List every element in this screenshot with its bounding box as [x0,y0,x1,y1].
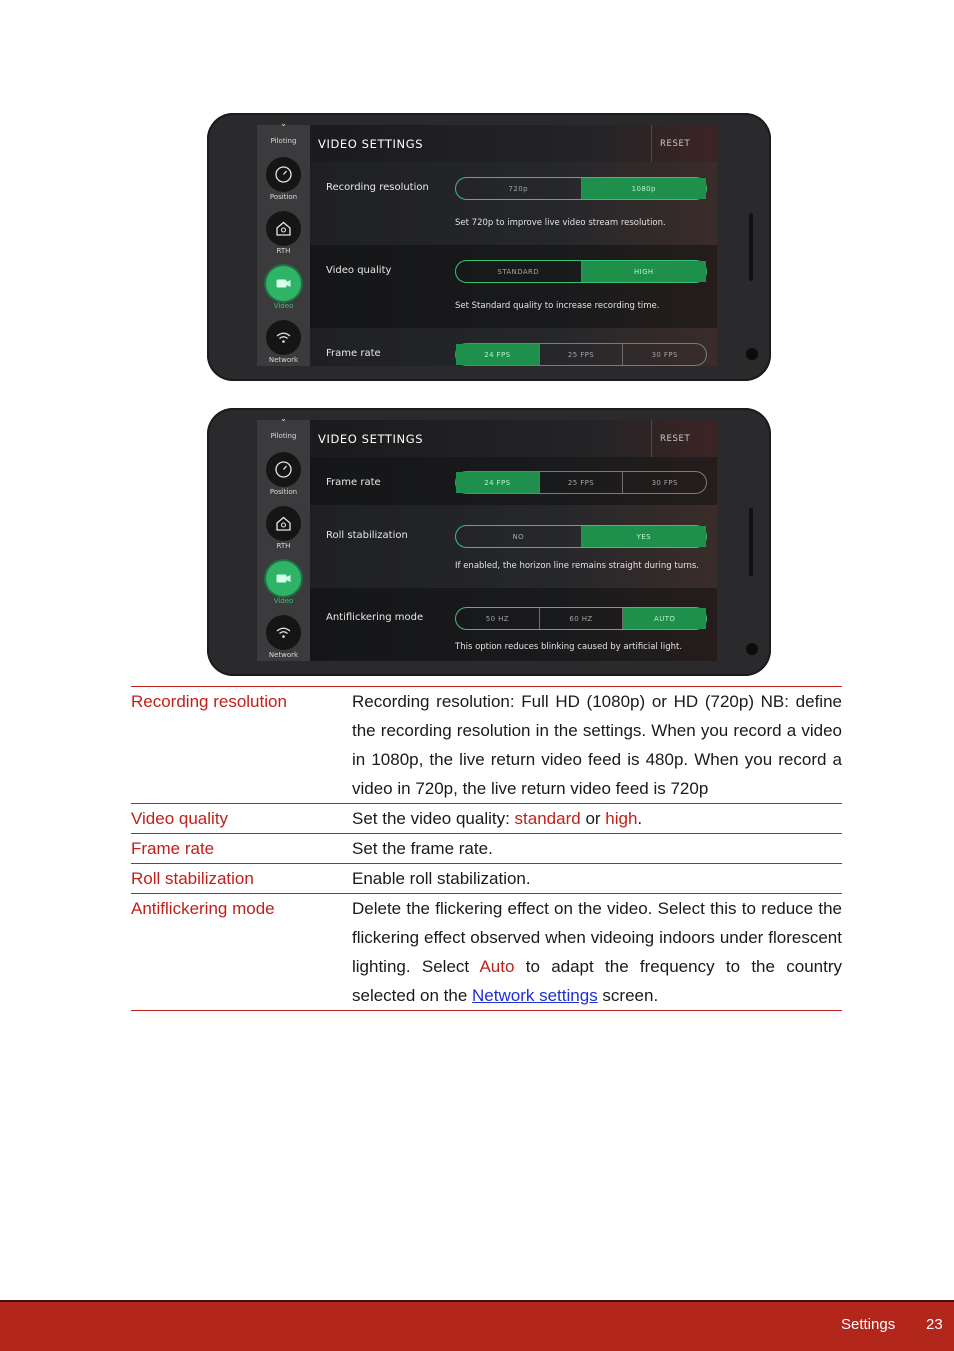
term-antiflickering-mode: Antiflickering mode [131,899,275,918]
setting-hint: Set 720p to improve live video stream resolution. [455,218,666,228]
definition-text [352,894,842,1010]
table-row [131,803,842,833]
video-quality-selector[interactable] [455,260,707,283]
settings-header [310,420,717,457]
gauge-icon [266,452,301,487]
setting-label: Frame rate [326,477,381,488]
sidebar-item-position[interactable] [257,452,310,496]
chevron-down-icon[interactable]: ⌄ [279,414,288,424]
table-row [131,833,842,863]
sidebar-item-label: Piloting [270,137,297,145]
setting-label: Antiflickering mode [326,612,424,623]
phone-speaker [749,213,753,281]
phone-speaker [749,508,753,576]
settings-definition-table [131,686,842,1011]
definition-segment: to adapt the frequency to the country selected on the [352,957,842,1005]
setting-hint: If enabled, the horizon line remains straight during turns. [455,561,699,571]
home-icon [266,211,301,246]
video-camera-icon [266,266,301,301]
settings-panel [310,420,717,661]
video-camera-icon [266,561,301,596]
sidebar-item-label: Video [273,302,294,310]
highlight-high: high [605,809,638,828]
option-25fps[interactable]: 25 FPS [540,472,624,493]
setting-row-antiflickering [310,588,717,661]
video-settings-screen-2 [257,414,717,661]
sidebar-item-label: RTH [276,247,291,255]
header-divider [651,420,652,457]
chevron-down-icon[interactable]: ⌄ [279,119,288,129]
sidebar [257,119,310,366]
option-30fps[interactable]: 30 FPS [651,350,678,359]
option-yes[interactable]: YES [582,526,707,547]
header-divider [651,125,652,162]
definition-segment: Delete the flickering effect on the video. Select this to reduce the flickering effect observed when videoing indoors under florescent lighting. Select [352,899,842,976]
option-24fps[interactable]: 24 FPS [456,472,540,493]
page-title: VIDEO SETTINGS [318,137,424,151]
table-row [131,687,842,803]
sidebar-item-video[interactable] [257,266,310,310]
sidebar-item-rth[interactable] [257,506,310,550]
phone-mockup-2 [207,408,771,676]
settings-panel [310,125,717,366]
sidebar-item-label: Piloting [270,432,297,440]
sidebar [257,414,310,661]
definition-segment: Set the video quality: [352,809,515,828]
option-720p[interactable]: 720p [456,178,582,199]
sidebar-item-label: Position [269,488,298,496]
setting-row-frame-rate [310,328,717,366]
definition-segment: screen. [597,986,659,1005]
sidebar-item-label: Position [269,193,298,201]
page-title: VIDEO SETTINGS [318,432,424,446]
sidebar-item-network[interactable] [257,615,310,659]
option-50hz[interactable]: 50 HZ [456,608,540,629]
wifi-icon [266,320,301,355]
sidebar-item-label: Video [273,597,294,605]
definition-segment: or [580,809,606,828]
sidebar-item-label: Network [268,651,299,659]
option-auto[interactable]: AUTO [623,608,706,629]
sidebar-item-network[interactable] [257,320,310,364]
frame-rate-selector[interactable] [455,343,707,366]
reset-button[interactable]: RESET [660,139,691,149]
option-30fps[interactable]: 30 FPS [651,478,678,487]
sidebar-item-label: Network [268,356,299,364]
setting-row-frame-rate [310,457,717,505]
page-number: 23 [926,1316,943,1333]
settings-header [310,125,717,162]
network-settings-link[interactable]: Network settings [472,986,598,1005]
video-settings-screen-1 [257,119,717,366]
definition-text: Enable roll stabilization. [352,869,531,888]
wifi-icon [266,615,301,650]
option-24fps[interactable]: 24 FPS [456,344,540,365]
setting-hint: Set Standard quality to increase recording time. [455,301,660,311]
term-roll-stabilization: Roll stabilization [131,869,254,888]
sidebar-item-position[interactable] [257,157,310,201]
definition-segment: . [637,809,643,828]
option-standard[interactable]: STANDARD [456,261,582,282]
highlight-auto: Auto [479,957,515,976]
phone-mockup-1 [207,113,771,381]
roll-stabilization-selector[interactable] [455,525,707,548]
setting-row-recording-resolution [310,162,717,245]
definition-text: Set the frame rate. [352,839,493,858]
home-icon [266,506,301,541]
term-frame-rate: Frame rate [131,839,215,858]
option-no[interactable]: NO [456,526,582,547]
highlight-standard: standard [514,809,581,828]
sidebar-item-piloting[interactable] [257,432,310,440]
definition-text [352,804,842,833]
frame-rate-selector[interactable] [455,471,707,494]
term-recording-resolution: Recording resolution [131,692,287,711]
phone-camera [746,348,758,360]
term-video-quality: Video quality [131,809,229,828]
option-1080p[interactable]: 1080p [582,178,707,199]
option-high[interactable]: HIGH [582,261,707,282]
definition-text: Recording resolution: Full HD (1080p) or HD (720p) NB: define the recording resolution in the settings. When you record a video in 1080p, the live return video feed is 480p. When you record a video in 720p, the live return video feed is 720p [352,692,842,798]
resolution-selector[interactable] [455,177,707,200]
setting-hint: This option reduces blinking caused by artificial light. [455,642,683,652]
antiflickering-selector[interactable] [455,607,707,630]
page-footer [0,1300,954,1351]
setting-label: Recording resolution [326,182,429,193]
sidebar-item-rth[interactable] [257,211,310,255]
setting-row-video-quality [310,245,717,328]
setting-label: Frame rate [326,348,381,359]
reset-button[interactable]: RESET [660,434,691,444]
sidebar-item-label: RTH [276,542,291,550]
setting-row-roll-stabilization [310,505,717,588]
option-60hz[interactable]: 60 HZ [540,608,624,629]
table-row [131,863,842,893]
table-row [131,893,842,1010]
setting-label: Roll stabilization [326,530,408,541]
gauge-icon [266,157,301,192]
option-25fps[interactable]: 25 FPS [540,344,624,365]
setting-label: Video quality [326,265,392,276]
sidebar-item-piloting[interactable] [257,137,310,145]
footer-section-title: Settings [841,1316,896,1333]
phone-camera [746,643,758,655]
sidebar-item-video[interactable] [257,561,310,605]
